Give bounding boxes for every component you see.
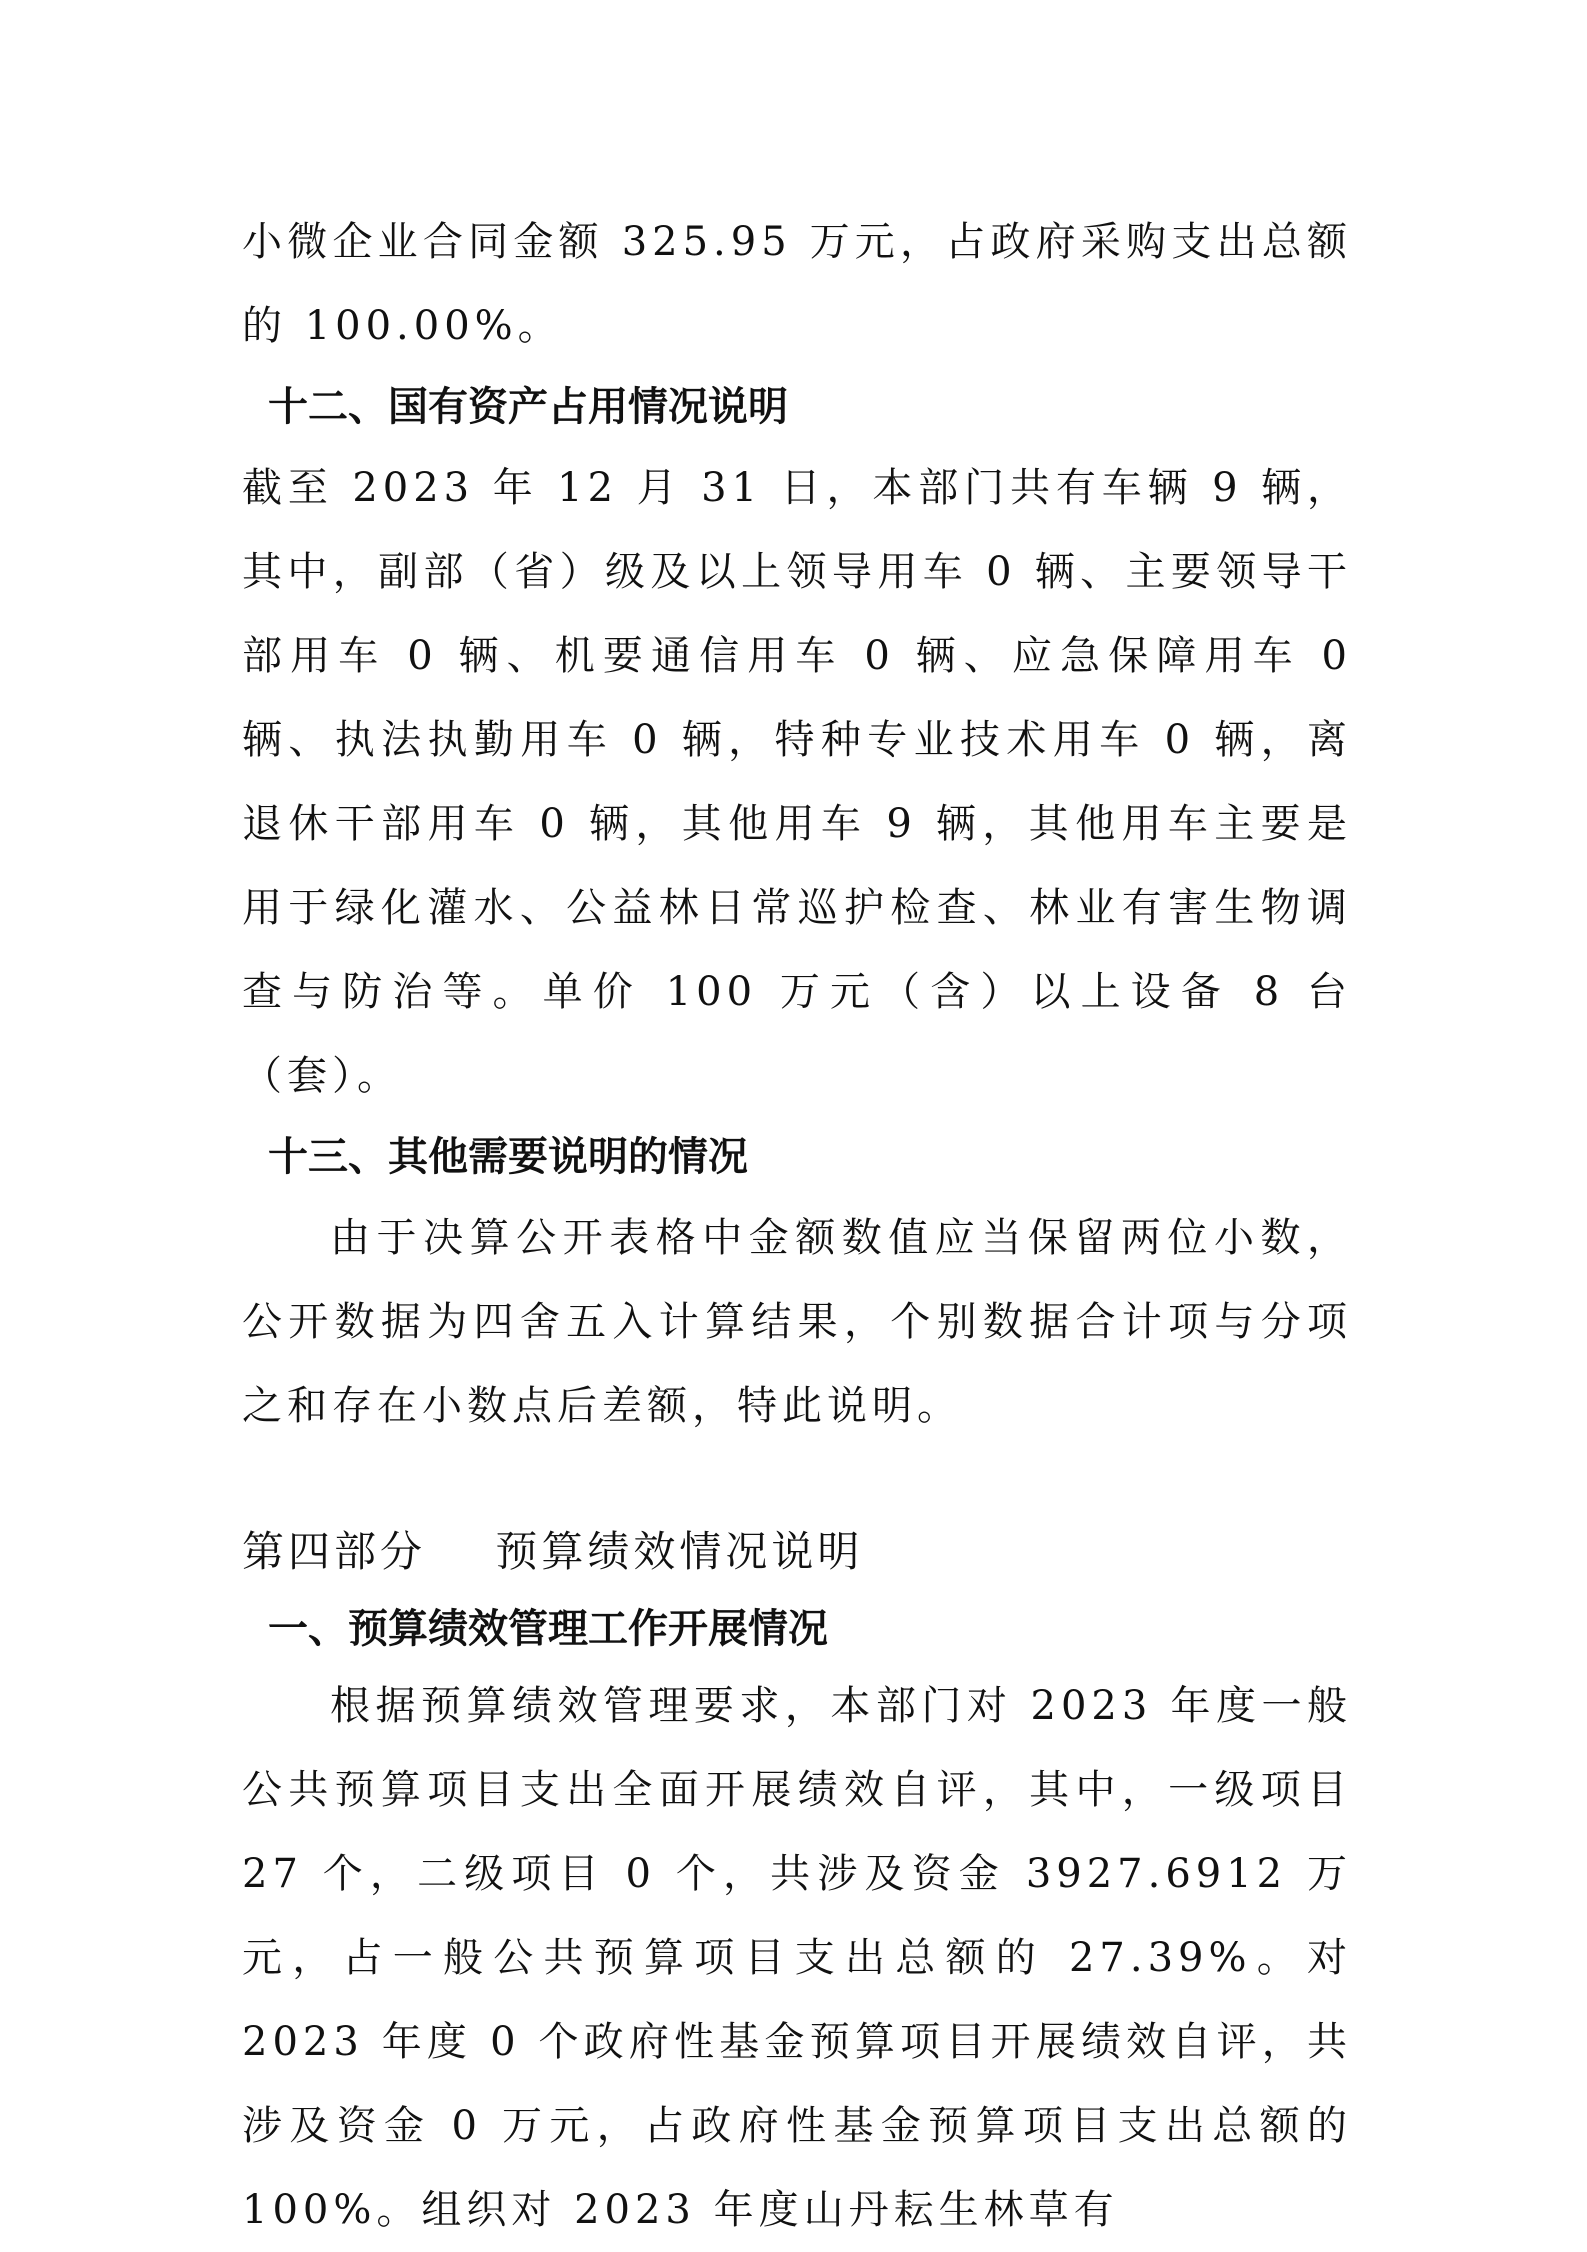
section-heading-performance-management: 一、预算绩效管理工作开展情况 (268, 1606, 828, 1652)
paragraph-other-notes: 由于决算公开表格中金额数值应当保留两位小数，公开数据为四舍五入计算结果，个别数据合计项与分项之和存在小数点后差额，特此说明。 (242, 1215, 1352, 1429)
document-body (242, 200, 1352, 2252)
section-heading-other-notes: 十三、其他需要说明的情况 (268, 1134, 748, 1180)
paragraph-state-assets: 截至 2023 年 12 月 31 日，本部门共有车辆 9 辆，其中，副部（省）级及以上领导用车 0 辆、主要领导干部用车 0 辆、机要通信用车 0 辆、应急保障用车 0 辆、执法执勤用车 0 辆，特种专业技术用车 0 辆，离退休干部用车 0 辆，其他用车 9 辆，其他用车主要是用于绿化灌水、公益林日常巡护检查、林业有害生物调查与防治等。单价 100 万元（含）以上设备 8 台（套）。 (242, 465, 1352, 1099)
section-heading-state-assets: 十二、国有资产占用情况说明 (268, 384, 788, 430)
part-heading-performance: 第四部分 预算绩效情况说明 (242, 1527, 864, 1576)
paragraph-performance-management: 根据预算绩效管理要求，本部门对 2023 年度一般公共预算项目支出全面开展绩效自评，其中，一级项目 27 个，二级项目 0 个，共涉及资金 3927.6912 万元，占一般公共预算项目支出总额的 27.39%。对 2023 年度 0 个政府性基金预算项目开展绩效自评，共涉及资金 0 万元，占政府性基金预算项目支出总额的 100%。组织对 2023 年度山丹耘生林草有 (242, 1683, 1352, 2233)
paragraph-procurement-summary: 小微企业合同金额 325.95 万元，占政府采购支出总额的 100.00%。 (242, 219, 1352, 349)
